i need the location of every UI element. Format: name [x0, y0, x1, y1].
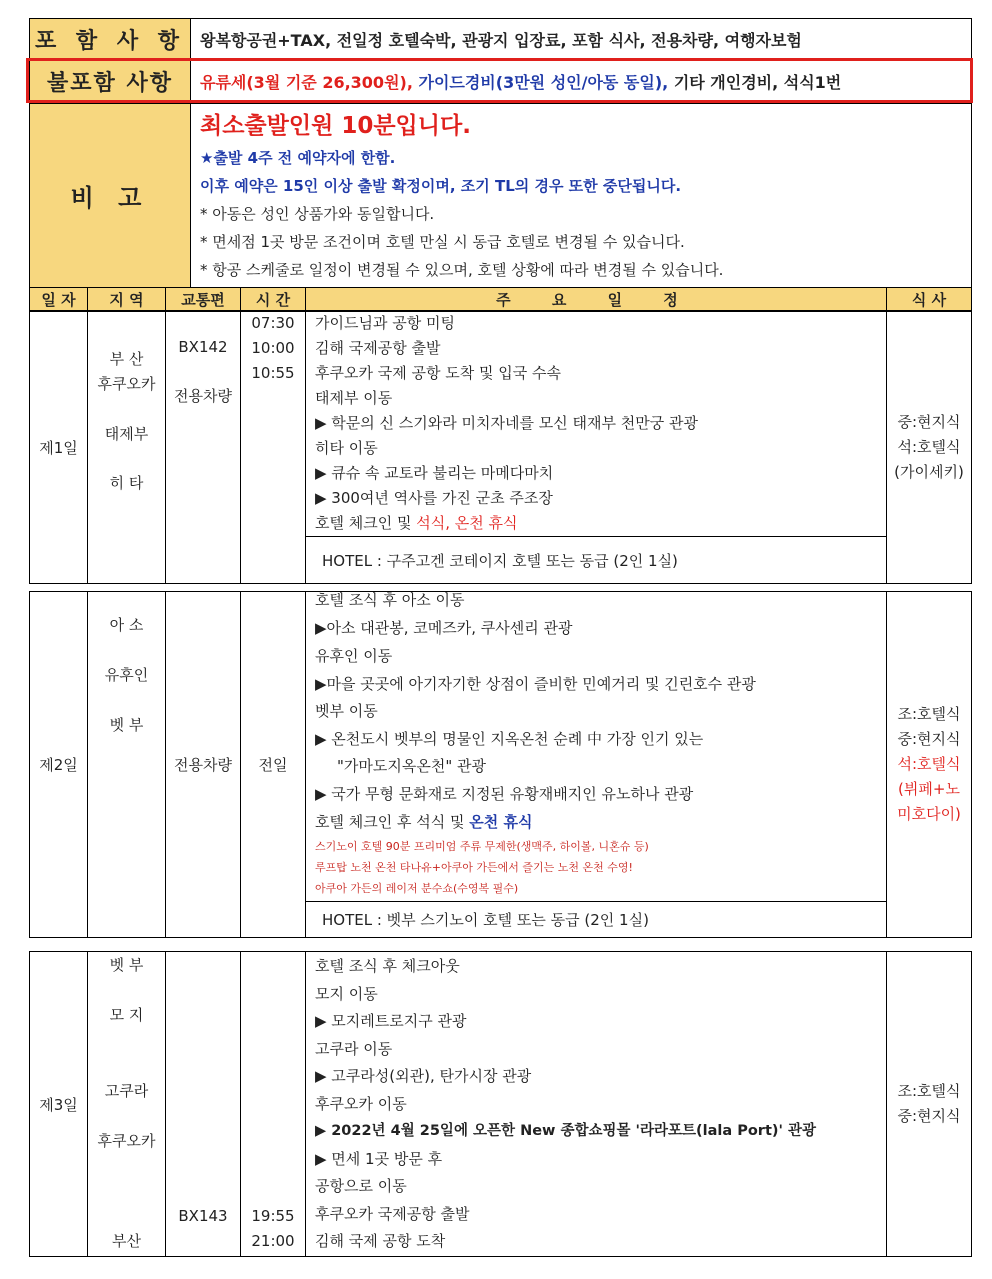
- day2-meal: 조:호텔식: [897, 705, 961, 723]
- day2-benefit: 스기노이 호텔 90분 프리미엄 주류 무제한(생맥주, 하이볼, 니혼슈 등): [315, 840, 649, 853]
- day3-region: 모 지: [109, 1006, 144, 1024]
- day1-region: 부 산: [109, 350, 144, 368]
- col-region: 지 역: [88, 288, 166, 312]
- day3-label: 제3일: [30, 952, 88, 1257]
- day1-time: 10:00: [251, 339, 295, 357]
- day2-benefit: 아쿠아 가든의 레이저 분수쇼(수영복 필수): [315, 882, 519, 895]
- day1-line: 후쿠오카 국제 공항 도착 및 입국 수속: [315, 364, 561, 382]
- day3-meal: 조:호텔식: [897, 1082, 961, 1100]
- remarks-note-1: * 아동은 성인 상품가와 동일합니다.: [200, 205, 435, 223]
- day3-table: [29, 951, 972, 1257]
- day2-meals: [887, 592, 972, 938]
- day3-flight: BX143: [178, 1207, 228, 1225]
- day2-region: 아 소: [109, 616, 144, 634]
- day2-line: ▶마을 곳곳에 아기자기한 상점이 즐비한 민예거리 및 긴린호수 관광: [315, 675, 756, 693]
- day1-time: 10:55: [251, 364, 295, 382]
- remarks-label: 비 고: [30, 104, 191, 288]
- col-transport: 교통편: [166, 288, 241, 312]
- day2-checkin: 호텔 체크인 후 석식 및 온천 휴식: [315, 813, 533, 831]
- day3-time: 21:00: [251, 1232, 295, 1250]
- day1-meals: [887, 311, 972, 584]
- day1-line: ▶ 300여년 역사를 가진 군초 주조장: [315, 489, 553, 507]
- day1-line: 태제부 이동: [315, 389, 393, 407]
- day1-line: 김해 국제공항 출발: [315, 339, 441, 357]
- day1-meal: (가이세키): [894, 462, 964, 481]
- day1-table: [29, 310, 972, 584]
- day3-region: 벳 부: [109, 956, 144, 974]
- day1-line: 히타 이동: [315, 439, 378, 457]
- day3-transport: [166, 952, 241, 1257]
- day2-line: "가마도지옥온천" 관광: [337, 757, 486, 775]
- day2-region: 유후인: [104, 666, 149, 684]
- day1-region: 태제부: [104, 425, 149, 443]
- included-text: 왕복항공권+TAX, 전일정 호텔숙박, 관광지 입장료, 포함 식사, 전용차량, 여행자보험: [191, 19, 972, 60]
- included-label: 포 함 사 항: [30, 19, 191, 60]
- day3-line: 모지 이동: [315, 984, 378, 1003]
- day3-meals: [887, 952, 972, 1257]
- day2-meal: 석:호텔식: [897, 755, 961, 773]
- day2-meal: 중:현지식: [897, 730, 961, 748]
- day3-region: 후쿠오카: [97, 1132, 156, 1150]
- excluded-guide: 가이드경비(3만원 성인/아동 동일),: [418, 73, 674, 92]
- day3-line: 공항으로 이동: [315, 1177, 407, 1195]
- day2-line: ▶아소 대관봉, 코메즈카, 쿠사센리 관광: [315, 619, 573, 637]
- day3-line: 후쿠오카 국제공항 출발: [315, 1204, 470, 1223]
- day1-checkin: 호텔 체크인 및 석식, 온천 휴식: [315, 514, 518, 532]
- day1-line: 가이드님과 공항 미팅: [315, 314, 455, 332]
- day2-hotel: HOTEL : 벳부 스기노이 호텔 또는 동급 (2인 1실): [306, 902, 887, 938]
- excluded-fuel: 유류세(3월 기준 26,300원),: [200, 73, 419, 92]
- remarks-note-2: * 면세점 1곳 방문 조건이며 호텔 만실 시 동급 호텔로 변경될 수 있습니다.: [200, 233, 685, 251]
- day3-time: 19:55: [251, 1207, 295, 1225]
- day1-label: 제1일: [30, 311, 88, 584]
- remarks-body: [191, 104, 972, 288]
- day3-regions: [88, 952, 166, 1257]
- remarks-blue-1: ★출발 4주 전 예약자에 한함.: [200, 149, 396, 167]
- day1-checkin-highlight: 석식, 온천 휴식: [416, 514, 518, 532]
- day1-line: ▶ 학문의 신 스기와라 미치자네를 모신 태재부 천만궁 관광: [315, 414, 698, 432]
- day2-table: [29, 591, 972, 938]
- day1-hotel: HOTEL : 구주고겐 코테이지 호텔 또는 동급 (2인 1실): [306, 537, 887, 584]
- day3-line: ▶ 면세 1곳 방문 후: [315, 1149, 443, 1168]
- excluded-other: 기타 개인경비, 석식1번: [673, 73, 842, 92]
- remarks-note-3: * 항공 스케줄로 일정이 변경될 수 있으며, 호텔 상황에 따라 변경될 수 있습니다.: [200, 261, 724, 279]
- day1-region: 후쿠오카: [97, 375, 156, 393]
- min-departure-headline: 최소출발인원 10분입니다.: [200, 113, 471, 139]
- col-day: 일 자: [30, 288, 88, 312]
- day3-schedule: [306, 952, 887, 1257]
- day1-time: 07:30: [251, 314, 295, 332]
- day3-line: 고쿠라 이동: [315, 1039, 393, 1058]
- day1-vehicle: 전용차량: [174, 387, 232, 405]
- day3-line: 후쿠오카 이동: [315, 1094, 407, 1113]
- day1-region: 히 타: [109, 474, 144, 492]
- day2-time: 전일: [241, 592, 306, 938]
- day3-times: [241, 952, 306, 1257]
- day3-line: 김해 국제 공항 도착: [315, 1232, 446, 1250]
- day1-times: [241, 311, 306, 584]
- day1-flight: BX142: [178, 338, 228, 356]
- excluded-label: 불포함 사항: [30, 60, 191, 104]
- day2-transport: 전용차량: [166, 592, 241, 938]
- day2-line: 유후인 이동: [315, 647, 393, 665]
- day2-line: ▶ 온천도시 벳부의 명물인 지옥온천 순례 中 가장 인기 있는: [315, 730, 704, 748]
- day2-line: 벳부 이동: [315, 702, 378, 720]
- day3-lalaport-line: ▶ 2022년 4월 25일에 오픈한 New 종합쇼핑몰 '라라포트(lala Port)' 관광: [315, 1123, 817, 1139]
- day3-line: ▶ 모지레트로지구 관광: [315, 1012, 467, 1030]
- day3-line: 호텔 조식 후 체크아웃: [315, 957, 460, 975]
- day1-transport: [166, 311, 241, 584]
- col-schedule: 주 요 일 정: [306, 288, 887, 312]
- day1-meal: 중:현지식: [897, 412, 961, 431]
- col-time: 시 간: [241, 288, 306, 312]
- remarks-blue-2: 이후 예약은 15인 이상 출발 확정이며, 조기 TL의 경우 또한 중단됩니다.: [200, 177, 682, 195]
- day3-meal: 중:현지식: [897, 1107, 961, 1125]
- day1-regions: [88, 311, 166, 584]
- day3-region: 부산: [112, 1232, 141, 1250]
- day2-region: 벳 부: [109, 716, 144, 734]
- day1-meal: 석:호텔식: [897, 437, 961, 456]
- day3-region: 고쿠라: [104, 1082, 149, 1100]
- day1-schedule: [306, 311, 887, 537]
- day2-meal: 미호다이): [897, 805, 961, 823]
- day2-meal: (뷔페+노: [898, 780, 960, 798]
- schedule-header: [29, 287, 972, 312]
- day1-line: ▶ 큐슈 속 교토라 불리는 마메다마치: [315, 464, 554, 482]
- day2-benefit: 루프탑 노천 온천 타나유+아쿠아 가든에서 즐기는 노천 온천 수영!: [315, 861, 633, 874]
- day2-schedule: [306, 592, 887, 902]
- col-meal: 식 사: [887, 288, 972, 312]
- excluded-highlight-frame: [26, 58, 973, 103]
- day3-line: ▶ 고쿠라성(외관), 탄가시장 관광: [315, 1067, 532, 1085]
- day2-regions: [88, 592, 166, 938]
- day2-checkin-highlight: 온천 휴식: [469, 813, 533, 831]
- day2-line: ▶ 국가 무형 문화재로 지정된 유황재배지인 유노하나 관광: [315, 785, 694, 803]
- day2-line: 호텔 조식 후 아소 이동: [315, 591, 465, 609]
- day2-label: 제2일: [30, 592, 88, 938]
